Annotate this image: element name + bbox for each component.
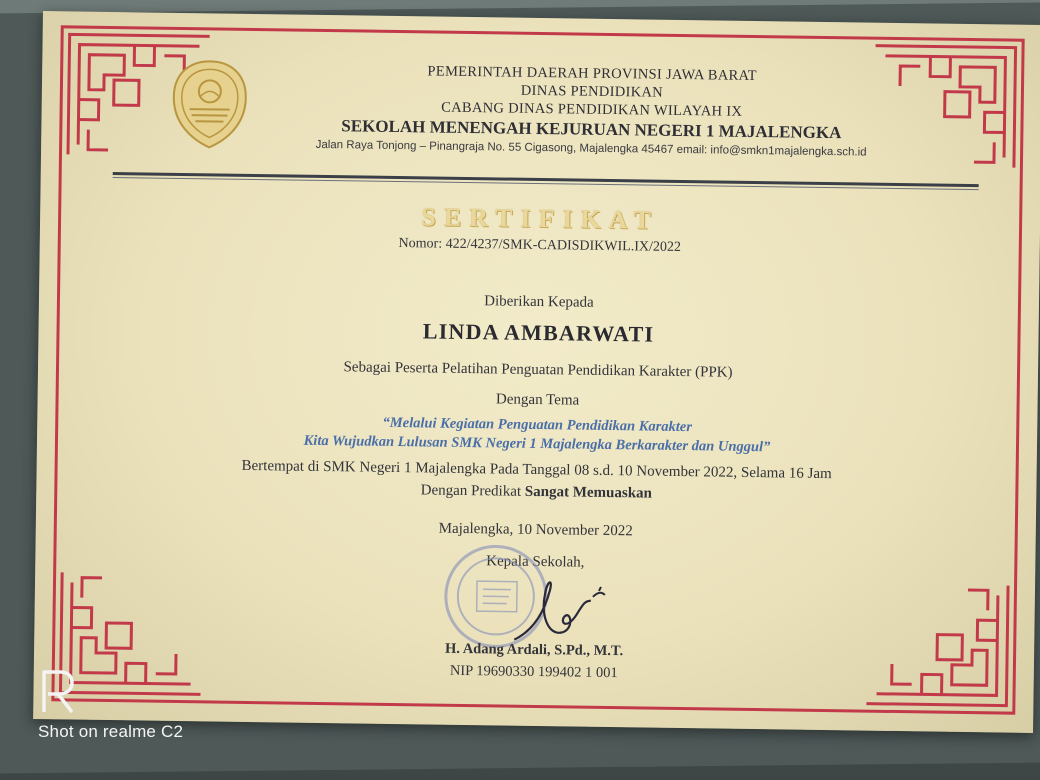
letterhead <box>241 60 942 163</box>
certificate-paper <box>33 11 1040 733</box>
theme-label: Dengan Tema <box>495 391 580 409</box>
recipient-name: LINDA AMBARWATI <box>422 318 655 347</box>
school-address: Jalan Raya Tonjong – Pinangraja No. 55 Cigasong, Majalengka 45467 email: info@smkn1majalengka.sch.id <box>315 138 867 159</box>
given-to-label: Diberikan Kepada <box>484 293 594 311</box>
predicate-value: Sangat Memuaskan <box>524 483 653 502</box>
letterhead-line-3: CABANG DINAS PENDIDIKAN WILAYAH IX <box>441 99 743 120</box>
watermark-text: Shot on realme C2 <box>38 722 184 741</box>
school-name: SEKOLAH MENENGAH KEJURUAN NEGERI 1 MAJALENGKA <box>341 116 842 143</box>
letterhead-line-1: PEMERINTAH DAERAH PROVINSI JAWA BARAT <box>427 63 757 85</box>
signer-position: Kepala Sekolah, <box>486 553 585 571</box>
participant-role: Sebagai Peserta Pelatihan Penguatan Pendidikan Karakter (PPK) <box>343 359 733 381</box>
certificate-title: SERTIFIKAT <box>421 202 660 235</box>
signer-name: H. Adang Ardali, S.Pd., M.T. <box>444 640 624 660</box>
letterhead-line-2: DINAS PENDIDIKAN <box>520 82 664 101</box>
signature-icon <box>504 570 625 652</box>
signing-place-date: Majalengka, 10 November 2022 <box>438 520 633 540</box>
event-place-date: Bertempat di SMK Negeri 1 Majalengka Pada Tanggal 08 s.d. 10 November 2022, Selama 16 Jam <box>241 457 832 483</box>
realme-logo-icon <box>38 666 78 714</box>
certificate-number: Nomor: 422/4237/SMK-CADISDIKWIL.IX/2022 <box>398 236 682 255</box>
signer-nip: NIP 19690330 199402 1 001 <box>449 662 618 682</box>
corner-ornament-bottom-right <box>861 579 1013 711</box>
theme-quote-line-1: “Melalui Kegiatan Penguatan Pendidikan Karakter <box>382 414 693 436</box>
theme-quote-line-2: Kita Wujudkan Lulusan SMK Negeri 1 Majalengka Berkarakter dan Unggul” <box>303 432 771 456</box>
camera-watermark <box>38 666 183 742</box>
province-emblem-icon <box>169 57 250 150</box>
predicate-prefix: Dengan Predikat <box>420 482 525 500</box>
